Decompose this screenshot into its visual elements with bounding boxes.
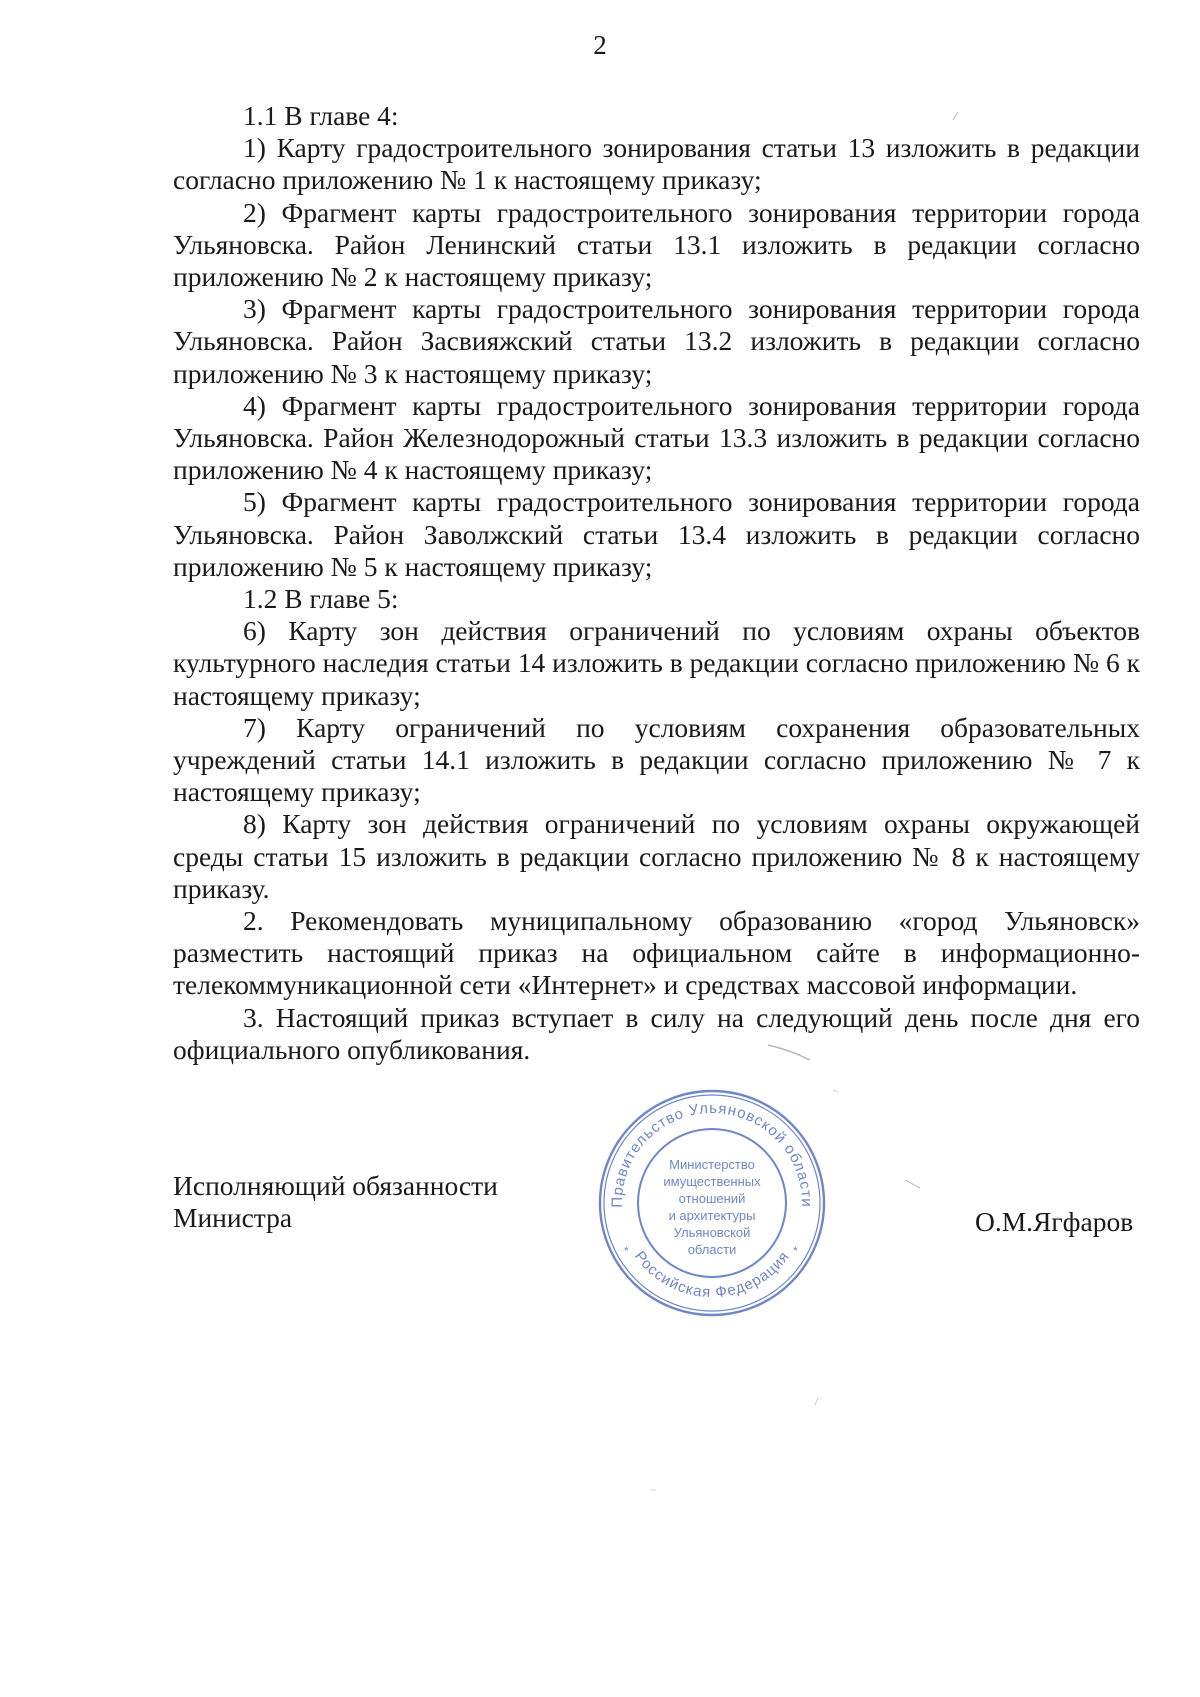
list-item: 1) Карту градостроительного зонирования статьи 13 изложить в редакции согласно приложению № 1 к настоящему приказу;	[173, 132, 1140, 196]
seal-graphic	[596, 1087, 828, 1319]
section-heading: 1.1 В главе 4:	[243, 100, 399, 131]
seal-outer-text-top: Правительство Ульяновской области	[608, 1099, 816, 1208]
official-seal	[596, 1087, 828, 1319]
seal-star-icon: *	[624, 1244, 629, 1258]
document-body	[173, 100, 1140, 1066]
clause-paragraph: 3. Настоящий приказ вступает в силу на следующий день после дня его официального опубликования.	[173, 1001, 1140, 1065]
seal-inner-line: имущественных	[663, 1174, 761, 1189]
list-item: 6) Карту зон действия ограничений по условиям охраны объектов культурного наследия статьи 14 изложить в редакции согласно приложению № 6 к настоящему приказу;	[173, 615, 1140, 711]
list-item: 8) Карту зон действия ограничений по условиям охраны окружающей среды статьи 15 изложить в редакции согласно приложению № 8 к настоящему приказу.	[173, 808, 1140, 904]
signatory-position	[173, 1170, 498, 1234]
signatory-name: О.М.Ягфаров	[975, 1206, 1134, 1237]
signatory-position-line: Исполняющий обязанности	[173, 1170, 498, 1201]
list-item: 2) Фрагмент карты градостроительного зонирования территории города Ульяновска. Район Ленинский статьи 13.1 изложить в редакции согласно приложению № 2 к настоящему приказу;	[173, 196, 1140, 293]
seal-inner-line: Ульяновской	[673, 1225, 751, 1240]
list-item: 3) Фрагмент карты градостроительного зонирования территории города Ульяновска. Район Засвияжский статьи 13.2 изложить в редакции согласно приложению № 3 к настоящему приказу;	[173, 293, 1140, 389]
clause-paragraph: 2. Рекомендовать муниципальному образованию «город Ульяновск» разместить настоящий приказ на официальном сайте в информационно-телекоммуникационной сети «Интернет» и средствах массовой информации.	[173, 905, 1140, 1001]
list-item: 4) Фрагмент карты градостроительного зонирования территории города Ульяновска. Район Железнодорожный статьи 13.3 изложить в редакции согласно приложению № 4 к настоящему приказу;	[173, 389, 1140, 486]
page-number: 2	[593, 30, 607, 60]
seal-inner-line: и архитектуры	[668, 1208, 756, 1223]
list-item: 7) Карту ограничений по условиям сохранения образовательных учреждений статьи 14.1 изложить в редакции согласно приложению № 7 к настоящему приказу;	[173, 711, 1140, 808]
seal-outer-text-bottom: Российская Федерация	[630, 1247, 794, 1302]
list-item: 5) Фрагмент карты градостроительного зонирования территории города Ульяновска. Район Заволжский статьи 13.4 изложить в редакции согласно приложению № 5 к настоящему приказу;	[173, 486, 1140, 582]
section-heading: 1.2 В главе 5:	[243, 583, 399, 615]
seal-inner-line: Министерство	[669, 1157, 755, 1172]
seal-inner-line: области	[687, 1242, 737, 1257]
signatory-position-line: Министра	[173, 1202, 293, 1233]
seal-inner-line: отношений	[678, 1191, 746, 1206]
seal-star-icon: *	[793, 1244, 798, 1258]
